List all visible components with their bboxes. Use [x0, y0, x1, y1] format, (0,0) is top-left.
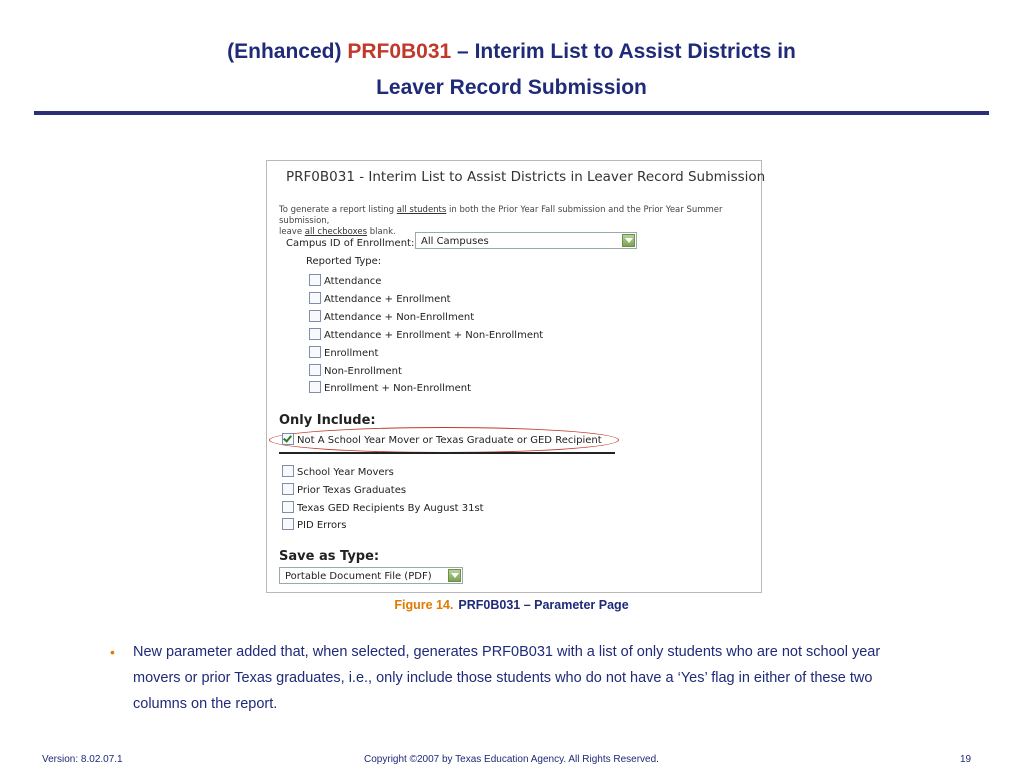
checkbox[interactable] [309, 381, 321, 393]
checkbox[interactable] [309, 364, 321, 376]
caption-text: PRF0B031 – Parameter Page [458, 598, 629, 612]
bullet-text: New parameter added that, when selected, generates PRF0B031 with a list of only students who are not school year movers or prior Texas graduates, i.e., only include those students who do not have a ‘Yes’ flag in either of these two columns on the report. [133, 644, 881, 712]
instructions-text: leave [279, 227, 305, 237]
reported-type-option[interactable] [309, 346, 378, 360]
checkbox[interactable] [309, 274, 321, 286]
option-label: Texas GED Recipients By August 31st [297, 503, 484, 514]
bullet-icon: • [110, 644, 115, 660]
instructions-text: in both the Prior Year Fall submission and the Prior Year Summer submission, [279, 205, 723, 226]
title-prefix: (Enhanced) [227, 40, 348, 63]
option-label: Attendance + Enrollment + Non-Enrollment [324, 330, 544, 341]
save-select-value: Portable Document File (PDF) [285, 571, 432, 582]
page-number: 19 [960, 754, 972, 765]
footer-version: Version: 8.02.07.1 [42, 754, 123, 765]
only-include-option[interactable] [282, 518, 346, 532]
slide-title-line1 [0, 34, 1023, 70]
save-as-type-select[interactable] [279, 567, 463, 584]
title-divider [34, 111, 989, 115]
checkbox[interactable] [282, 483, 294, 495]
all-checkboxes-link[interactable]: all checkboxes [304, 227, 368, 237]
campus-select[interactable] [415, 232, 637, 249]
slide-title [0, 34, 1023, 106]
option-label: Non-Enrollment [324, 366, 402, 377]
option-label: Attendance + Enrollment [324, 294, 451, 305]
campus-label: Campus ID of Enrollment: [286, 238, 415, 249]
checkbox[interactable] [282, 501, 294, 513]
only-include-label: Only Include: [279, 413, 376, 428]
checkbox[interactable] [309, 328, 321, 340]
slide-title-line2: Leaver Record Submission [376, 76, 647, 99]
option-label: Not A School Year Mover or Texas Graduate or GED Recipient [297, 435, 602, 446]
title-report-code: PRF0B031 [347, 40, 452, 63]
reported-type-option[interactable] [309, 292, 451, 306]
save-as-type-label: Save as Type: [279, 549, 380, 564]
report-title: PRF0B031 - Interim List to Assist Districts in Leaver Record Submission [286, 169, 766, 185]
instructions-text: blank. [367, 227, 396, 237]
checkbox[interactable] [282, 518, 294, 530]
all-students-link[interactable]: all students [396, 205, 447, 215]
option-label: Attendance [324, 276, 382, 287]
figure-caption [0, 598, 1023, 612]
reported-type-option[interactable] [309, 364, 402, 378]
chevron-down-icon[interactable] [448, 569, 461, 582]
checkbox[interactable] [309, 292, 321, 304]
parameter-page-screenshot [266, 160, 766, 593]
reported-type-option[interactable] [309, 274, 381, 288]
figure-number: Figure 14. [394, 598, 454, 612]
instructions-text: To generate a report listing [279, 205, 397, 215]
checkbox[interactable] [309, 346, 321, 358]
only-include-option[interactable] [282, 501, 484, 515]
option-label: Enrollment [324, 348, 379, 359]
footer-copyright: Copyright ©2007 by Texas Education Agency. All Rights Reserved. [364, 754, 659, 765]
checkbox-checked[interactable] [282, 433, 294, 445]
reported-type-label: Reported Type: [306, 256, 382, 267]
checkbox[interactable] [282, 465, 294, 477]
option-label: Enrollment + Non-Enrollment [324, 383, 472, 394]
option-label: Attendance + Non-Enrollment [324, 312, 475, 323]
option-label: School Year Movers [297, 467, 394, 478]
option-label: Prior Texas Graduates [297, 485, 407, 496]
checkbox[interactable] [309, 310, 321, 322]
campus-select-value: All Campuses [421, 236, 489, 247]
only-include-option[interactable] [282, 483, 406, 497]
only-include-option[interactable] [282, 465, 394, 479]
chevron-down-icon[interactable] [622, 234, 635, 247]
only-include-checked-option[interactable] [282, 433, 602, 447]
reported-type-option[interactable] [309, 381, 471, 395]
divider-line [279, 452, 615, 454]
title-suffix: – Interim List to Assist Districts in [451, 40, 796, 63]
reported-type-option[interactable] [309, 328, 543, 342]
reported-type-option[interactable] [309, 310, 474, 324]
option-label: PID Errors [297, 520, 347, 531]
